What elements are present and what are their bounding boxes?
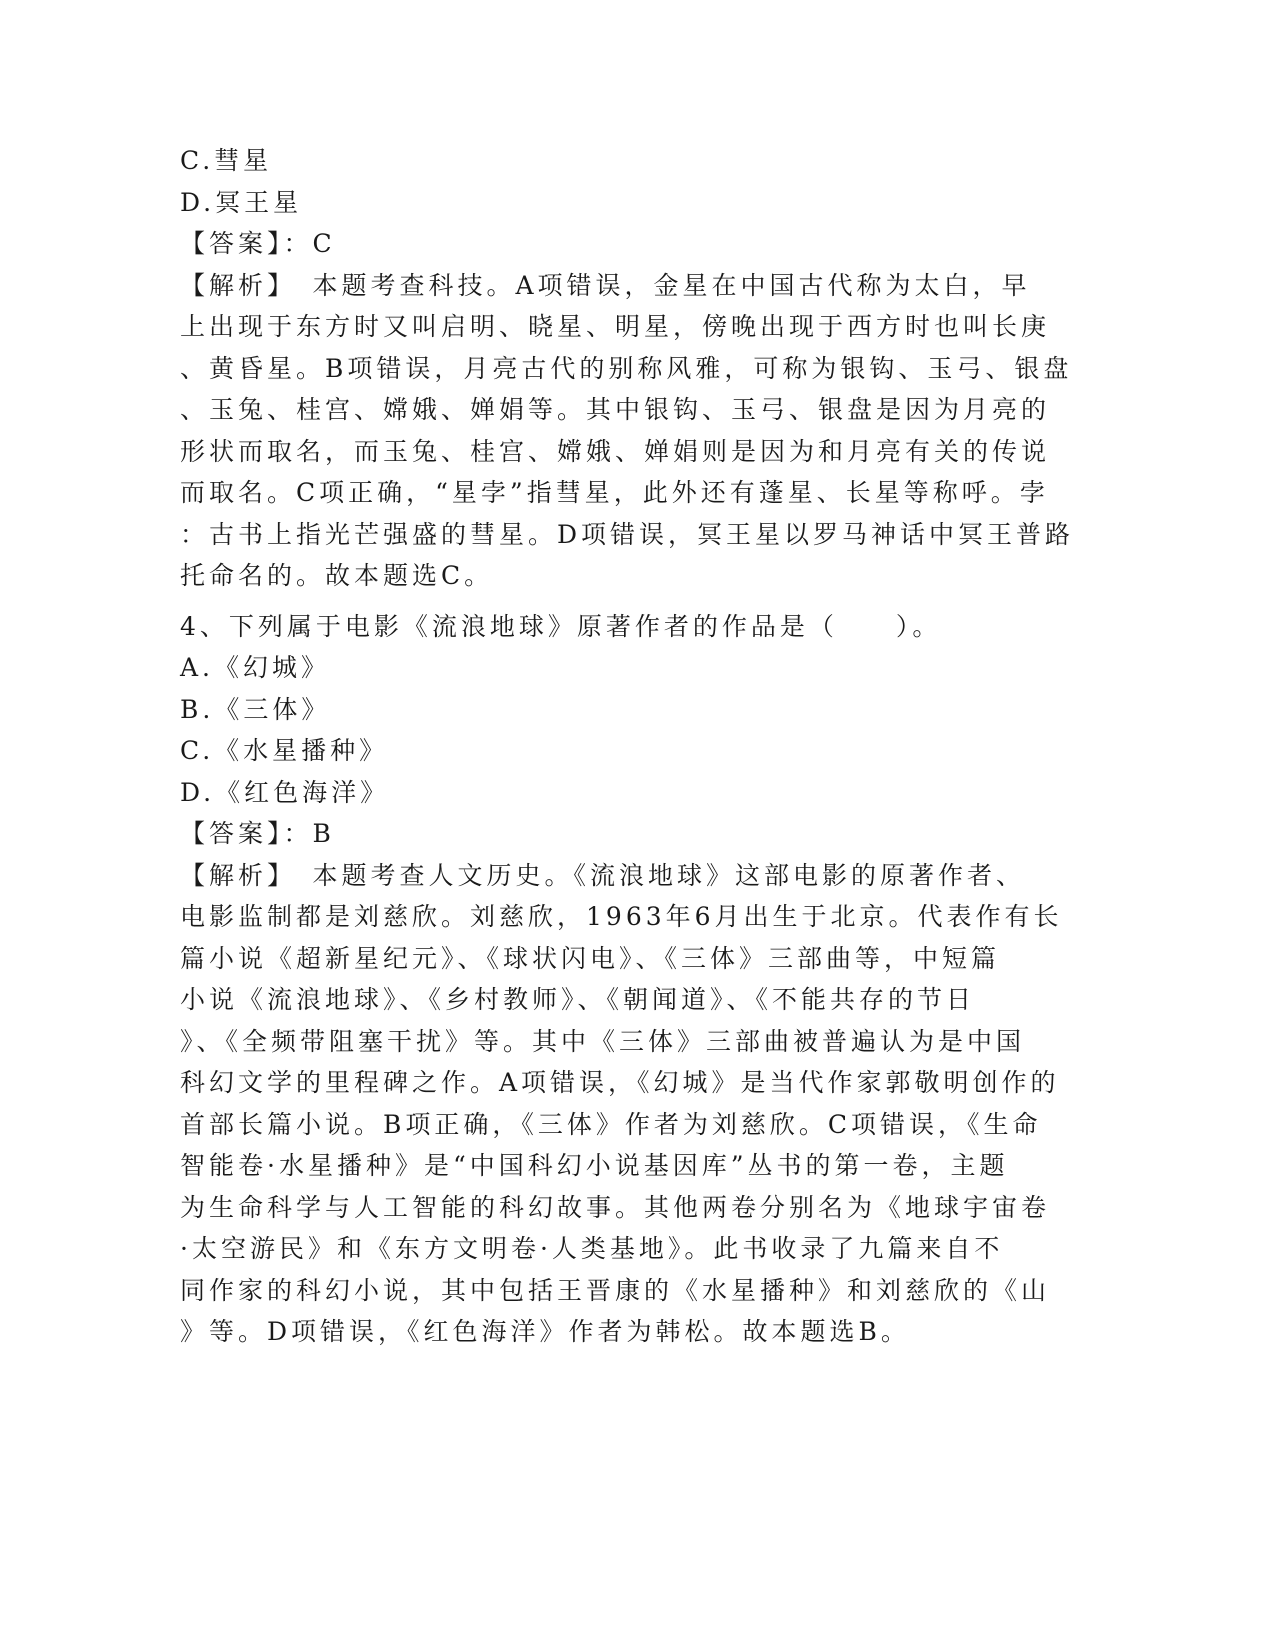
q4-analysis-line: 首部长篇小说。B项正确，《三体》作者为刘慈欣。C项错误，《生命 xyxy=(180,1109,1042,1139)
q4-analysis-line: 小说《流浪地球》、《乡村教师》、《朝闻道》、《不能共存的节日 xyxy=(180,985,976,1014)
q4-analysis-line: ·太空游民》和《东方文明卷·人类基地》。此书收录了九篇来自不 xyxy=(180,1234,1004,1263)
q4-option-d: D.《红色海洋》 xyxy=(180,777,390,807)
q3-analysis-line: 形状而取名，而玉兔、桂宫、嫦娥、婵娟则是因为和月亮有关的传说 xyxy=(180,436,1051,466)
q3-analysis-line: ：古书上指光芒强盛的彗星。D项错误，冥王星以罗马神话中冥王普路 xyxy=(180,519,1075,549)
q3-analysis-line: 、玉兔、桂宫、嫦娥、婵娟等。其中银钩、玉弓、银盘是因为月亮的 xyxy=(180,395,1051,424)
q4-analysis-line: 电影监制都是刘慈欣。刘慈欣，1963年6月出生于北京。代表作有长 xyxy=(180,902,1063,931)
q4-analysis-line: 》等。D项错误，《红色海洋》作者为韩松。故本题选B。 xyxy=(180,1317,910,1346)
q4-analysis-line: 【解析】 本题考查人文历史。《流浪地球》这部电影的原著作者、 xyxy=(180,860,1026,890)
q4-analysis-line: 智能卷·水星播种》是“中国科幻小说基因库”丛书的第一卷，主题 xyxy=(180,1151,1009,1180)
q3-analysis-line: 而取名。C项正确，“星孛”指彗星，此外还有蓬星、长星等称呼。孛 xyxy=(180,478,1049,507)
q4-option-c: C.《水星播种》 xyxy=(180,736,389,765)
q4-analysis-line: 为生命科学与人工智能的科幻故事。其他两卷分别名为《地球宇宙卷 xyxy=(180,1192,1051,1222)
q4-option-b: B.《三体》 xyxy=(180,694,331,724)
question-spacer xyxy=(180,597,1040,606)
q3-option-c: C.彗星 xyxy=(180,146,273,175)
q3-analysis-line: 托命名的。故本题选C。 xyxy=(180,561,494,590)
q4-analysis-line: 篇小说《超新星纪元》、《球状闪电》、《三体》三部曲等，中短篇 xyxy=(180,943,1001,973)
q4-analysis-line: 科幻文学的里程碑之作。A项错误，《幻城》是当代作家郭敬明创作的 xyxy=(180,1068,1060,1097)
q3-analysis-line: 、黄昏星。B项错误，月亮古代的别称风雅，可称为银钩、玉弓、银盘 xyxy=(180,353,1073,383)
q3-option-d: D.冥王星 xyxy=(180,187,303,217)
q4-question: 4、下列属于电影《流浪地球》原著作者的作品是（ ）。 xyxy=(180,611,942,641)
q3-analysis-line: 上出现于东方时又叫启明、晓星、明星，傍晚出现于西方时也叫长庚 xyxy=(180,312,1051,341)
q4-answer: 【答案】：B xyxy=(180,819,335,848)
q3-answer: 【答案】：C xyxy=(180,229,336,258)
document-page xyxy=(180,140,1075,1353)
q4-analysis-line: 同作家的科幻小说，其中包括王晋康的《水星播种》和刘慈欣的《山 xyxy=(180,1275,1051,1305)
q4-option-a: A.《幻城》 xyxy=(180,653,331,682)
q4-analysis-line: 》、《全频带阻塞干扰》等。其中《三体》三部曲被普遍认为是中国 xyxy=(180,1026,1026,1056)
q3-analysis-line: 【解析】 本题考查科技。A项错误，金星在中国古代称为太白，早 xyxy=(180,270,1031,300)
